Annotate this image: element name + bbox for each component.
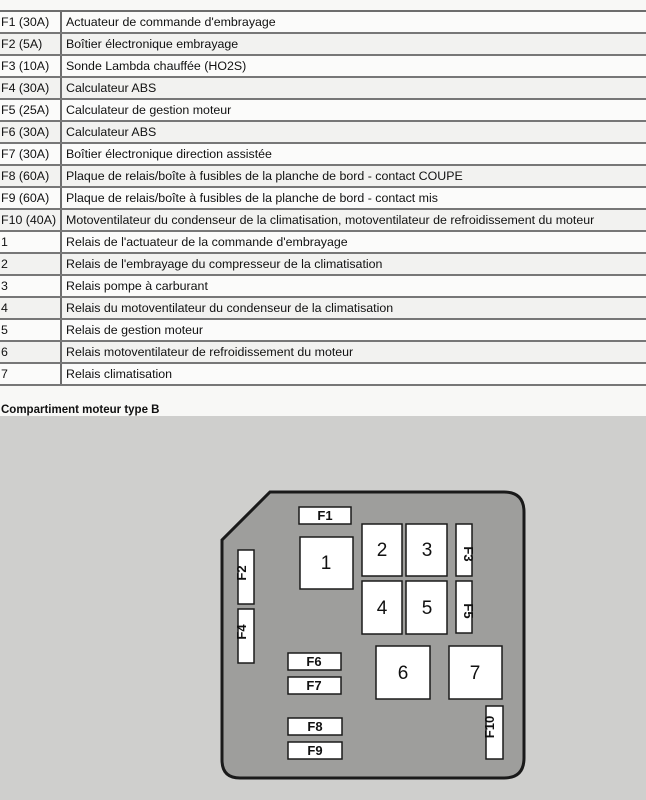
relay-4[interactable] [362,581,402,634]
relay-5-label: 5 [421,598,433,619]
fuse-description-cell: Relais motoventilateur de refroidissement du moteur [66,345,354,359]
fuse-id-cell: F3 (10A) [0,56,62,76]
fuse-F9-label: F9 [307,743,323,758]
fuse-F5-label: F5 [461,603,476,619]
fuse-id-cell: 1 [0,232,62,252]
fuse-id-cell: F8 (60A) [0,166,62,186]
fuse-F8-label: F8 [307,719,323,734]
fuse-description-cell: Calculateur ABS [66,81,157,95]
fuse-description-cell: Relais du motoventilateur du condenseur de la climatisation [66,301,394,315]
relay-1[interactable] [300,537,353,589]
fuse-id-cell: F6 (30A) [0,122,62,142]
fuse-id-cell: F7 (30A) [0,144,62,164]
fuse-F3-label: F3 [461,546,476,562]
relay-1-label: 1 [320,553,332,574]
fuse-id-cell: 2 [0,254,62,274]
relay-7[interactable] [449,646,502,699]
relay-3-label: 3 [421,540,433,561]
fuse-id-cell: 6 [0,342,62,362]
relay-7-label: 7 [469,663,481,684]
fuse-description-cell: Actuateur de commande d'embrayage [66,15,276,29]
fuse-F7[interactable] [288,677,341,694]
fuse-description-cell: Motoventilateur du condenseur de la climatisation, motoventilateur de refroidissement du moteur [66,213,595,227]
fuse-id-cell: F2 (5A) [0,34,62,54]
fuse-F2-label: F2 [234,565,249,581]
fuse-id-cell: 7 [0,364,62,384]
fuse-description-cell: Sonde Lambda chauffée (HO2S) [66,59,247,73]
fuse-F7-label: F7 [306,678,322,693]
fuse-F6-label: F6 [306,654,322,669]
fuse-description-cell: Calculateur de gestion moteur [66,103,232,117]
fuse-id-cell: 5 [0,320,62,340]
relay-4-label: 4 [376,598,388,619]
fuse-description-cell: Relais climatisation [66,367,173,381]
fuse-description-cell: Relais de l'actuateur de la commande d'embrayage [66,235,348,249]
fuse-id-cell: F5 (25A) [0,100,62,120]
fuse-description-cell: Relais de gestion moteur [66,323,204,337]
fuse-description-cell: Boîtier électronique embrayage [66,37,239,51]
fuse-id-cell: F9 (60A) [0,188,62,208]
fuse-F6[interactable] [288,653,341,670]
fuse-description-cell: Calculateur ABS [66,125,157,139]
fuse-description-cell: Plaque de relais/boîte à fusibles de la planche de bord - contact COUPE [66,169,463,183]
relay-2[interactable] [362,524,402,576]
fuse-F4-label: F4 [234,624,249,640]
fuse-F1-label: F1 [317,508,333,523]
fuse-description-cell: Relais de l'embrayage du compresseur de la climatisation [66,257,383,271]
fuse-id-cell: F4 (30A) [0,78,62,98]
section-title: Compartiment moteur type B [1,404,160,416]
fuse-F9[interactable] [288,742,342,759]
fuse-F1[interactable] [299,507,351,524]
fuse-id-cell: F1 (30A) [0,12,62,32]
fuse-id-cell: 4 [0,298,62,318]
fuse-id-cell: F10 (40A) [0,210,62,230]
fuse-description-cell: Relais pompe à carburant [66,279,208,293]
fuse-F8[interactable] [288,718,342,735]
relay-6[interactable] [376,646,430,699]
fuse-id-cell: 3 [0,276,62,296]
relay-3[interactable] [406,524,447,576]
relay-5[interactable] [406,581,447,634]
relay-6-label: 6 [397,663,409,684]
fuse-description-cell: Boîtier électronique direction assistée [66,147,272,161]
relay-2-label: 2 [376,540,388,561]
fuse-description-cell: Plaque de relais/boîte à fusibles de la planche de bord - contact mis [66,191,438,205]
fuse-F10-label: F10 [482,715,497,739]
